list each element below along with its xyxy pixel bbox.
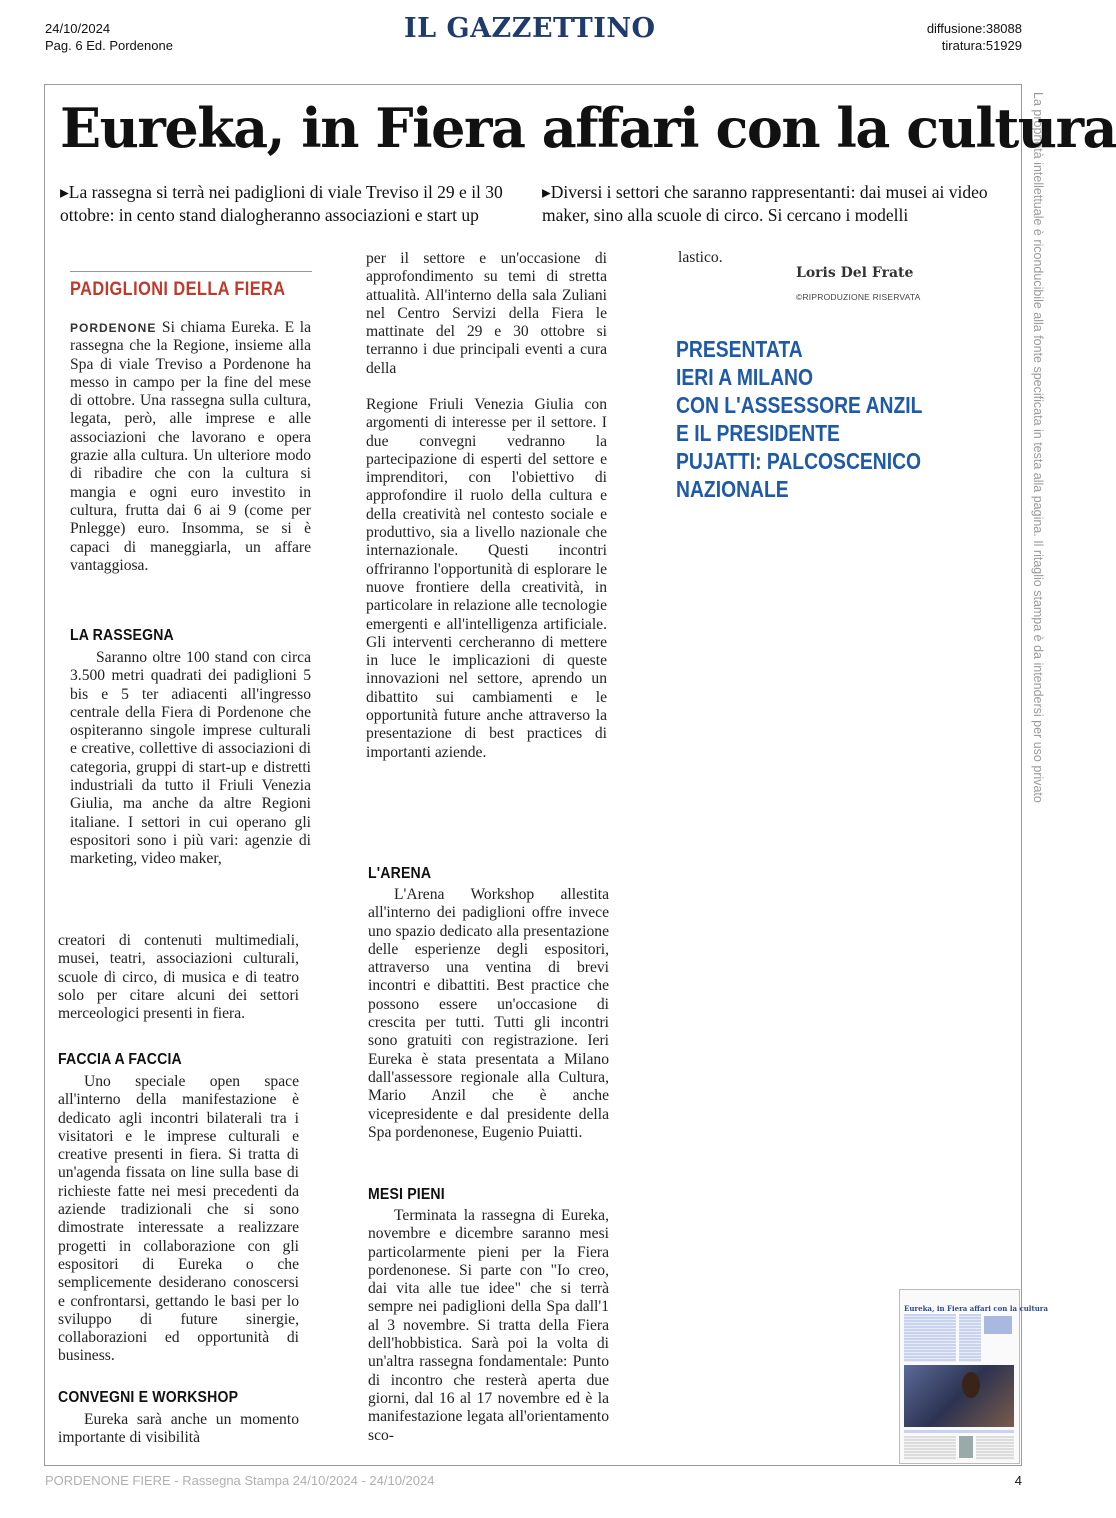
- paragraph-faccia: Uno speciale open space all'interno della manifestazione è dedicato agli incontri bilaterali tra i visitatori e le imprese culturali e creative presenti in fiera. Si tratta di un'agenda fissata on line sulla base di richieste fatte nei mesi precedenti da aziende tradizionali che si sono dimostrate interessate a realizzare progetti in collaborazione con gli espositori di Eureka o che semplicemente desiderano conoscersi e confrontarsi, gettando le basi per lo sviluppo di future sinergie, collaborazioni ed opportunità di business.: [58, 1073, 299, 1365]
- column-2-mid: [366, 396, 607, 762]
- page-date: 24/10/2024: [45, 21, 111, 36]
- pull-quote-line: IERI A MILANO: [676, 364, 814, 390]
- subtitle-left: ▸La rassegna si terrà nei padiglioni di viale Treviso il 29 e il 30 ottobre: in cento stand dialogheranno associazioni e start up: [60, 182, 503, 225]
- thumbnail-text-block: [904, 1436, 956, 1460]
- paragraph-mesi: Terminata la rassegna di Eureka, novembre e dicembre saranno mesi particolarmente pieni per la Fiera pordenonese. Si parte con "Io creo, dai vita alle tue idee" che si terrà sempre nei padiglioni della Spa dall'1 al 3 novembre. Si tratta della Fiera dell'hobbistica. Sarà poi la volta di un'altra rassegna fondamentale: Punto di incontro che resterà aperta due giorni, dal 16 al 17 novembre ed è la manifestazione legata all'orientamento sco-: [368, 1207, 609, 1444]
- copyright-notice: ©RIPRODUZIONE RISERVATA: [796, 292, 921, 302]
- thumbnail-portrait: [959, 1436, 973, 1458]
- intro-text: Si chiama Eureka. E la rassegna che la Regione, insieme alla Spa di viale Treviso a Pordenone ha messo in campo per la fine del mese di ottobre. Una rassegna sulla cultura, legata, però, alle imprese e alle associazioni che lavorano e opera grazie alla cultura. Un ulteriore modo di ribadire che con la cultura si mangia e ogni euro investito in cultura, frutta dai 6 ai 9 (come per Pnlegge) euro. Insomma, se si è capaci di maneggiarla, un affare vantaggiosa.: [70, 319, 311, 574]
- copyright-side-note: La proprietà intellettuale è riconducibile alla fonte specificata in testa alla pagina. Il ritaglio stampa è da intendersi per uso privato: [1031, 92, 1045, 803]
- column-2-mesi: [368, 1207, 609, 1445]
- column-1-intro: [70, 319, 311, 575]
- column-1b-convegni: [58, 1411, 299, 1448]
- thumbnail-photo: [904, 1365, 1014, 1427]
- subhead-la-rassegna: LA RASSEGNA: [70, 627, 174, 644]
- paragraph-col2-top: per il settore e un'occasione di approfondimento su temi di stretta attualità. All'interno della sala Zuliani nel Centro Servizi della Fiera le mattinate del 29 e 30 ottobre si terranno i due principali eventi a cura della: [366, 250, 607, 377]
- section-kicker: PADIGLIONI DELLA FIERA: [70, 279, 286, 300]
- kicker-rule: [70, 271, 312, 272]
- thumbnail-text-block: [976, 1436, 1014, 1460]
- article-title: Eureka, in Fiera affari con la cultura: [60, 96, 1116, 160]
- diffusione-figure: diffusione:38088: [926, 21, 1022, 36]
- subhead-faccia-a-faccia: FACCIA A FACCIA: [58, 1051, 182, 1068]
- author-byline: Loris Del Frate: [796, 265, 914, 281]
- pull-quote: [676, 335, 969, 503]
- column-1b-faccia: [58, 1073, 299, 1366]
- paragraph-convegni: Eureka sarà anche un momento importante di visibilità: [58, 1411, 299, 1447]
- thumbnail-photo-figure: [962, 1372, 980, 1398]
- column-3-end: lastico.: [678, 249, 723, 266]
- footer-source: PORDENONE FIERE - Rassegna Stampa 24/10/2024 - 24/10/2024: [45, 1473, 435, 1488]
- column-1b-continuation: [58, 932, 299, 1023]
- thumbnail-text-block: [904, 1314, 956, 1362]
- paragraph-col2-mid: Regione Friuli Venezia Giulia con argomenti di interesse per il settore. I due convegni vedranno la partecipazione di esperti del settore e imprenditori, con l'obiettivo di approfondire il ruolo della cultura e della creatività nel contesto sociale e produttivo, sia a livello nazionale che internazionale. Questi incontri offriranno l'opportunità di esplorare le nuove frontiere della creatività, in particolare in relazione alle tecnologie emergenti e all'intelligenza artificiale. Gli interventi cercheranno di mettere in luce le implicazioni di queste innovazioni nel settore, aprendo un dibattito sui cambiamenti e le opportunità future anche attraverso la presentazione di best practices di importanti aziende.: [366, 396, 607, 761]
- column-2-arena: [368, 886, 609, 1142]
- page-thumbnail: [899, 1289, 1049, 1464]
- tiratura-figure: tiratura:51929: [941, 38, 1022, 53]
- subhead-l-arena: L'ARENA: [368, 865, 432, 882]
- column-1-rassegna: [70, 649, 311, 869]
- subtitle-right: ▸Diversi i settori che saranno rappresentanti: dai musei ai video maker, sino alla scuole di circo. Si cercano i modelli: [542, 182, 988, 225]
- masthead-logo: IL GAZZETTINO: [404, 13, 656, 44]
- thumbnail-text-block: [959, 1314, 981, 1362]
- pull-quote-line: E IL PRESIDENTE: [676, 420, 840, 446]
- pull-quote-line: NAZIONALE: [676, 476, 789, 502]
- dateline: PORDENONE: [70, 321, 157, 335]
- column-2-top: [366, 250, 607, 378]
- pull-quote-line: PRESENTATA: [676, 336, 803, 362]
- footer-page-number: 4: [1014, 1473, 1022, 1488]
- subhead-convegni-workshop: CONVEGNI E WORKSHOP: [58, 1389, 239, 1406]
- subhead-mesi-pieni: MESI PIENI: [368, 1186, 445, 1203]
- page-edition: Pag. 6 Ed. Pordenone: [45, 38, 173, 53]
- paragraph-continuation: creatori di contenuti multimediali, musei, teatri, associazioni culturali, scuole di circo, di musica e di teatro solo per citare alcuni dei settori merceologici presenti in fiera.: [58, 932, 299, 1023]
- thumbnail-title: Eureka, in Fiera affari con la cultura: [904, 1304, 1049, 1313]
- thumbnail-caption: [904, 1430, 1014, 1433]
- thumbnail-pull-block: [984, 1316, 1012, 1334]
- paragraph-arena: L'Arena Workshop allestita all'interno dei padiglioni offre invece uno spazio dedicato alla presentazione delle esperienze degli espositori, attraverso una ventina di brevi incontri e dibattiti. Best practice che possono essere un'occasione di crescita per tutti. Tutti gli incontri sono gratuiti con registrazione. Ieri Eureka è stata presentata a Milano dall'assessore regionale alla Cultura, Mario Anzil che è anche vicepresidente e dal presidente della Spa pordenonese, Eugenio Puiatti.: [368, 886, 609, 1141]
- paragraph-rassegna: Saranno oltre 100 stand con circa 3.500 metri quadrati dei padiglioni 5 bis e 5 ter adiacenti all'ingresso centrale della Fiera di Pordenone che ospiteranno singole imprese culturali e creative, collettive di associazioni di categoria, gruppi di start-up e distretti industriali da tutto il Friuli Venezia Giulia, ma anche da altre Regioni italiane. I settori in cui operano gli espositori sono i più vari: agenzie di marketing, video maker,: [70, 649, 311, 868]
- pull-quote-line: PUJATTI: PALCOSCENICO: [676, 448, 922, 474]
- pull-quote-line: CON L'ASSESSORE ANZIL: [676, 392, 923, 418]
